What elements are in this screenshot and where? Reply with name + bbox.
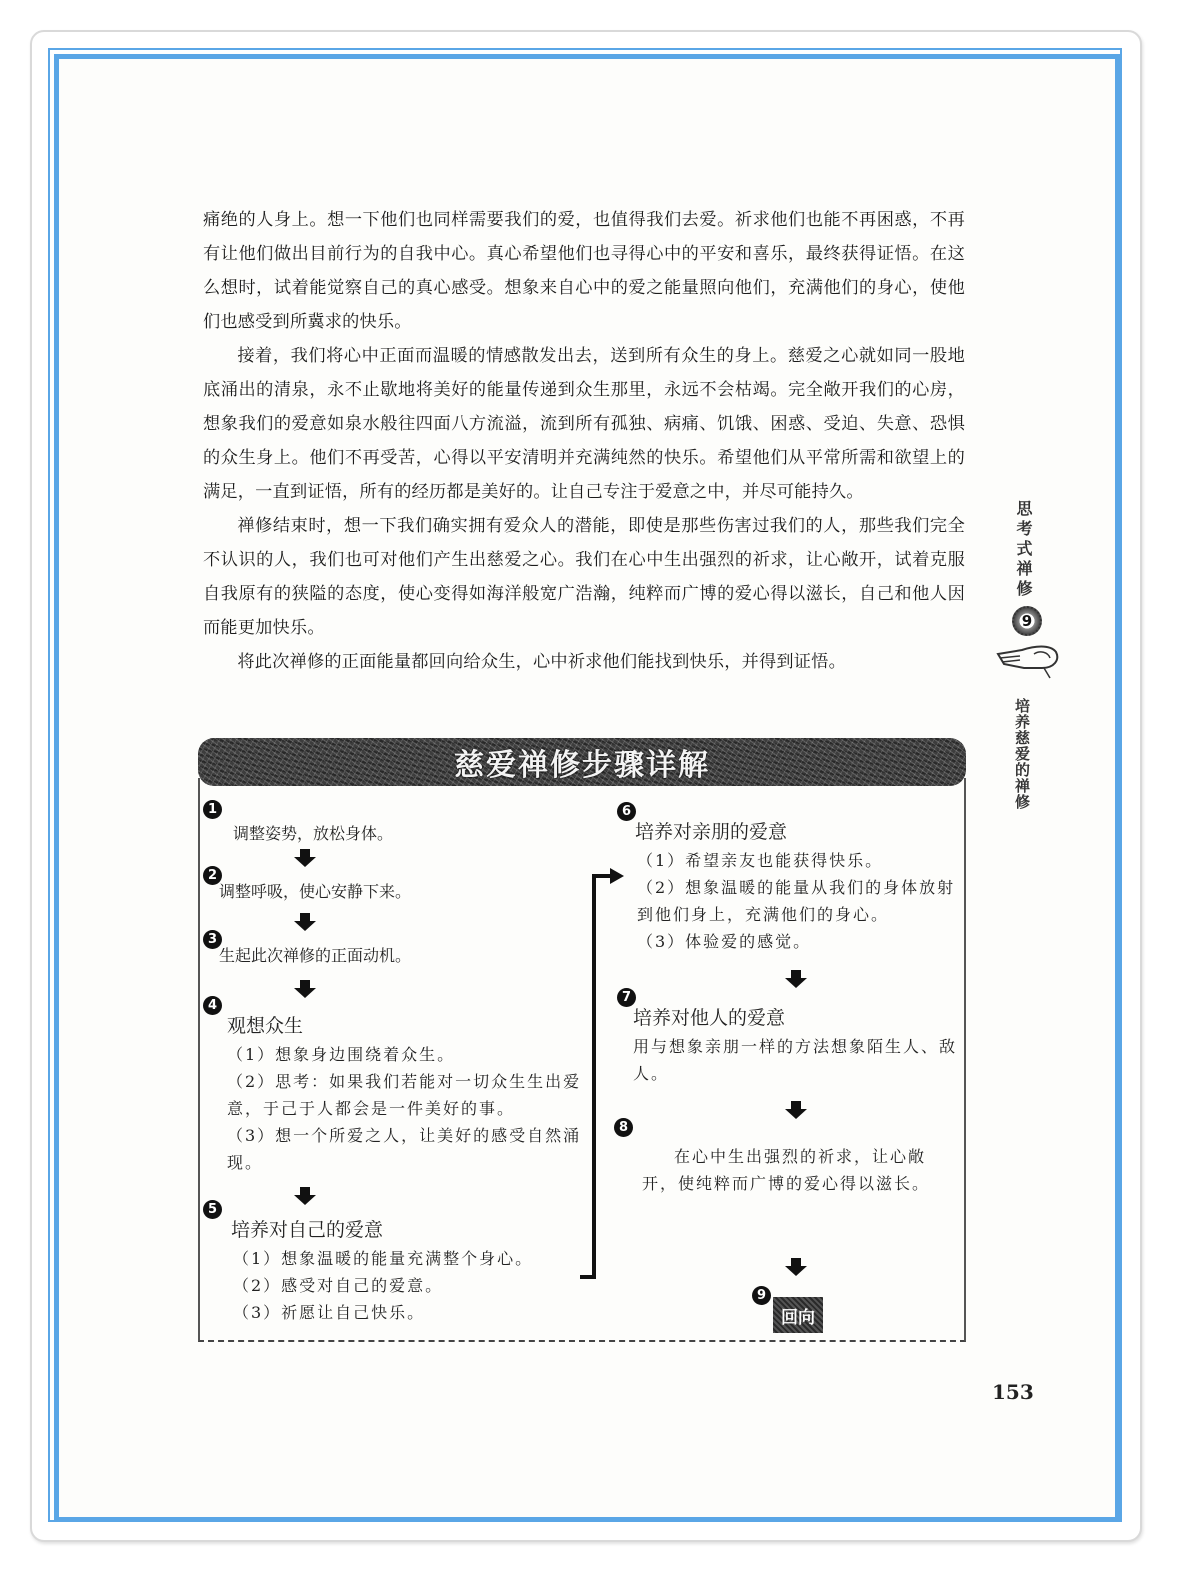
chapter-title: 培养慈爱的禅修 [1013, 698, 1031, 810]
steps-banner [198, 738, 966, 786]
step-number: 8 [614, 1118, 633, 1137]
step-item: （1）想象温暖的能量充满整个身心。 [233, 1249, 534, 1268]
open-hand-icon [994, 640, 1064, 680]
step-number: 5 [203, 1200, 222, 1219]
step-number: 4 [203, 996, 222, 1015]
step-1 [203, 798, 393, 847]
step-number: 6 [617, 802, 636, 821]
step-text: 在心中生出强烈的祈求，让心敞开，使纯粹而广博的爱心得以滋长。 [642, 1147, 931, 1193]
step-number: 7 [617, 988, 636, 1007]
paragraph: 将此次禅修的正面能量都回向给众生，心中祈求他们能找到快乐，并得到证悟。 [237, 652, 846, 672]
step-heading: 培养对他人的爱意 [633, 1007, 786, 1029]
step-item: （1）希望亲友也能获得快乐。 [637, 851, 884, 870]
dedication-label: 回向 [781, 1307, 815, 1328]
step-number: 9 [752, 1286, 771, 1305]
step-6 [617, 800, 957, 955]
step-heading: 培养对亲朋的爱意 [635, 821, 788, 843]
step-heading: 观想众生 [227, 1015, 304, 1037]
step-2 [203, 864, 411, 905]
dedication-badge [773, 1297, 823, 1333]
step-number: 2 [203, 866, 222, 885]
step-7 [617, 986, 957, 1087]
flow-connector [592, 874, 596, 1278]
step-text: 调整姿势，放松身体。 [233, 824, 394, 843]
chapter-number-badge: 9 [1012, 606, 1042, 636]
step-heading: 培养对自己的爱意 [231, 1219, 384, 1241]
paragraph: 接着，我们将心中正面而温暖的情感散发出去，送到所有众生的身上。慈爱之心就如同一股地底涌出的清泉，永不止歇地将美好的能量传递到众生那里，永远不会枯竭。完全敞开我们的心房，想象我们的爱意如泉水般往四面八方流溢，流到所有孤独、病痛、饥饿、困惑、受迫、失意、恐惧的众生身上。他们不再受苦，心得以平安清明并充满纯然的快乐。希望他们从平常所需和欲望上的满足，一直到证悟，所有的经历都是美好的。让自己专注于爱意之中，并尽可能持久。 [203, 346, 965, 502]
step-item: 用与想象亲朋一样的方法想象陌生人、敌人。 [633, 1037, 958, 1083]
page-number: 153 [992, 1380, 1034, 1404]
step-item: （3）想一个所爱之人，让美好的感受自然涌现。 [227, 1126, 582, 1172]
step-3 [203, 928, 411, 969]
step-item: （2）思考：如果我们若能对一切众生生出爱意，于己于人都会是一件美好的事。 [227, 1072, 582, 1118]
step-8 [614, 1116, 934, 1197]
step-item: （3）祈愿让自己快乐。 [233, 1303, 426, 1322]
side-tab [1012, 500, 1042, 810]
step-item: （2）感受对自己的爱意。 [233, 1276, 444, 1295]
paragraph: 禅修结束时，想一下我们确实拥有爱众人的潜能，即使是那些伤害过我们的人，那些我们完全不认识的人，我们也可对他们产生出慈爱之心。我们在心中生出强烈的祈求，让心敞开，试着克服自我原有的狭隘的态度，使心变得如海洋般宽广浩瀚，纯粹而广博的爱心得以滋长，自己和他人因而能更加快乐。 [203, 516, 965, 638]
steps-title: 慈爱禅修步骤详解 [454, 748, 710, 783]
flow-connector-bottom [580, 1275, 596, 1279]
body-text [203, 203, 965, 679]
section-label: 思考式禅修 [1014, 500, 1033, 600]
step-item: （1）想象身边围绕着众生。 [227, 1045, 456, 1064]
step-number: 1 [203, 800, 222, 819]
flow-connector-top [592, 874, 612, 878]
step-text: 生起此次禅修的正面动机。 [219, 946, 412, 965]
step-5 [203, 1198, 583, 1326]
step-4 [203, 994, 583, 1176]
step-item: （3）体验爱的感觉。 [637, 932, 812, 951]
step-9 [752, 1284, 771, 1305]
step-text: 调整呼吸，使心安静下来。 [219, 882, 412, 901]
step-item: （2）想象温暖的能量从我们的身体放射到他们身上，充满他们的身心。 [637, 878, 956, 924]
step-number: 3 [203, 930, 222, 949]
paragraph: 痛绝的人身上。想一下他们也同样需要我们的爱，也值得我们去爱。祈求他们也能不再困惑，不再有让他们做出目前行为的自我中心。真心希望他们也寻得心中的平安和喜乐，最终获得证悟。在这么想时，试着能觉察自己的真心感受。想象来自心中的爱之能量照向他们，充满他们的身心，使他们也感受到所冀求的快乐。 [203, 210, 965, 332]
